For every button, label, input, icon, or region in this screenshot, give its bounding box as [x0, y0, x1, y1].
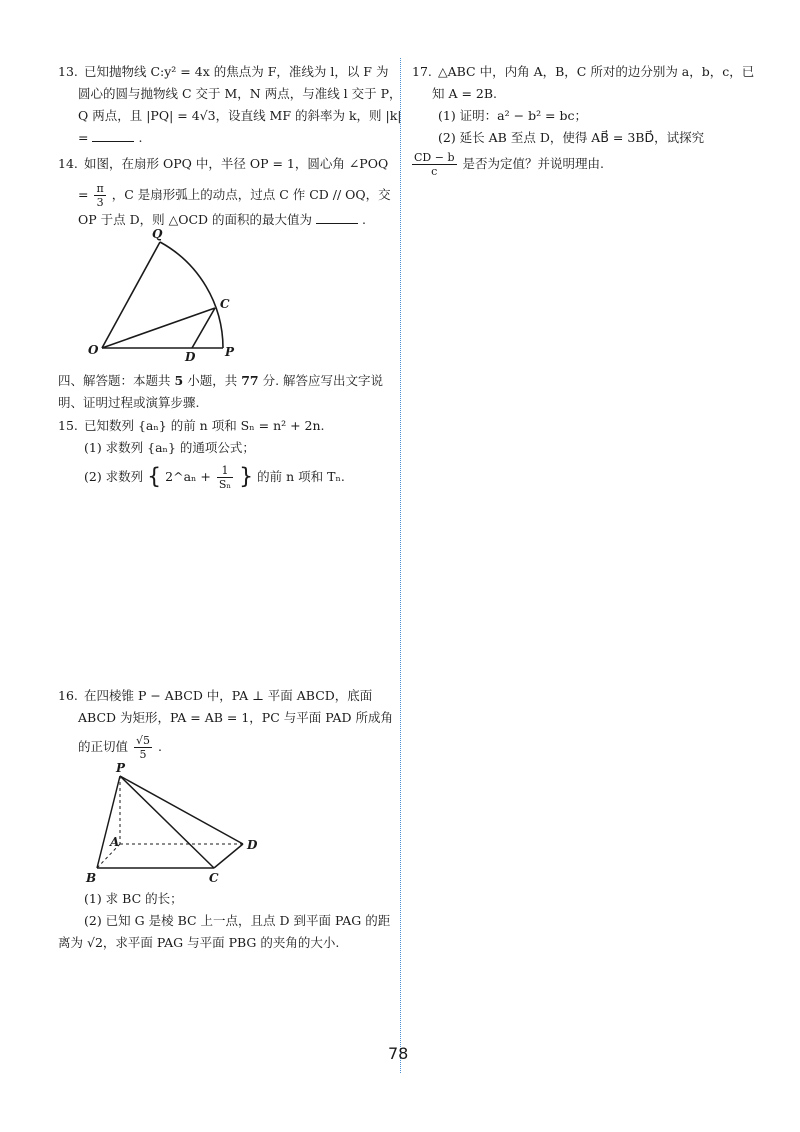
q15-number: 15.	[58, 418, 78, 433]
q13-line-3: Q 两点，且 |PQ| = 4√3，设直线 MF 的斜率为 k，则 |k|	[78, 108, 402, 123]
label-D: D	[185, 350, 196, 363]
q13-line-2: 圆心的圆与抛物线 C 交于 M，N 两点，与准线 l 交于 P，	[78, 86, 402, 101]
section-4-line-1	[58, 371, 383, 391]
q15-term: 2^aₙ +	[165, 469, 211, 484]
label-A: A	[110, 835, 120, 849]
q15-part-2	[84, 462, 345, 493]
fraction-numerator: √5	[136, 734, 151, 747]
fraction-denominator: 3	[96, 196, 104, 209]
answer-blank	[92, 129, 134, 142]
right-brace: }	[239, 464, 254, 490]
q13-number: 13.	[58, 64, 78, 79]
q16-tangent-fraction	[134, 734, 152, 761]
label-D: D	[247, 838, 258, 852]
q14-line-2-text: ，C 是扇形弧上的动点，过点 C 作 CD // OQ，交	[111, 187, 391, 202]
q14-number: 14.	[58, 156, 78, 171]
fraction-numerator: π	[96, 182, 104, 195]
q13-equals: =	[78, 130, 89, 145]
section-4-line-2: 明、证明过程或演算步骤.	[58, 395, 200, 410]
q14-line-2	[78, 180, 391, 210]
edge-PB	[97, 776, 120, 868]
fraction-denominator: c	[431, 165, 438, 178]
section-4-text: 小题，共	[187, 373, 238, 388]
label-B: B	[86, 871, 97, 885]
q16-number: 16.	[58, 688, 78, 703]
pyramid-figure	[80, 758, 270, 888]
q17-part-2: (2) 延长 AB 至点 D，使得 AB⃗ = 3BD⃗，试探究	[438, 130, 705, 145]
fraction-denominator: Sₙ	[218, 478, 232, 491]
q17-line-5	[410, 148, 604, 180]
q14-line-1: 如图，在扇形 OPQ 中，半径 OP = 1，圆心角 ∠POQ	[84, 156, 389, 171]
segment-OQ	[102, 242, 160, 348]
q17-fraction	[412, 151, 457, 178]
fraction-numerator: 1	[217, 464, 233, 478]
question-count: 5	[174, 373, 184, 388]
label-O: O	[88, 343, 99, 357]
q14-line-3-text: OP 于点 D，则 △OCD 的面积的最大值为	[78, 212, 313, 227]
q13-line-1: 已知抛物线 C:y² = 4x 的焦点为 F，准线为 l，以 F 为	[84, 64, 389, 79]
left-brace: {	[147, 464, 162, 490]
segment-OC	[102, 308, 215, 348]
q14-line-3	[78, 210, 366, 230]
segment-CD	[192, 308, 215, 348]
q15-fraction	[217, 464, 233, 491]
q16-part-1: (1) 求 BC 的长；	[84, 891, 183, 906]
edge-PD	[120, 776, 243, 844]
q16-line-1: 在四棱锥 P − ABCD 中，PA ⊥ 平面 ABCD，底面	[84, 688, 373, 703]
edge-CD	[214, 844, 243, 868]
section-4-text: 分. 解答应写出文字说	[262, 373, 384, 388]
q13-line-4	[78, 128, 142, 148]
q17-number: 17.	[412, 64, 432, 79]
q16-part-2-line-1: (2) 已知 G 是棱 BC 上一点，且点 D 到平面 PAG 的距	[84, 913, 391, 928]
fraction-denominator: 5	[139, 748, 147, 761]
label-C: C	[209, 871, 219, 885]
column-divider	[400, 58, 401, 1073]
q17-line-2: 知 A = 2B.	[432, 86, 498, 101]
total-score: 77	[241, 373, 259, 388]
q14-angle-fraction	[94, 182, 105, 209]
q13-period: .	[138, 130, 143, 145]
q17-part-1: (1) 证明：a² − b² = bc；	[438, 108, 587, 123]
q17-line-1: △ABC 中，内角 A，B，C 所对的边分别为 a，b，c，已	[438, 64, 755, 79]
page-number: 78	[388, 1044, 409, 1063]
q15-part-2-suffix: 的前 n 项和 Tₙ.	[257, 469, 345, 484]
fraction-numerator: CD − b	[414, 151, 455, 164]
q16-period: .	[158, 739, 162, 754]
label-Q: Q	[152, 228, 163, 241]
sector-figure	[84, 228, 254, 363]
q16-line-3-text: 的正切值	[78, 739, 129, 754]
label-C: C	[220, 297, 230, 311]
q15-line-1: 已知数列 {aₙ} 的前 n 项和 Sₙ = n² + 2n.	[84, 418, 325, 433]
q14-period: .	[362, 212, 366, 227]
sector-arc	[160, 242, 223, 348]
q15-part-2-text: (2) 求数列	[84, 469, 144, 484]
q16-line-2: ABCD 为矩形，PA = AB = 1，PC 与平面 PAD 所成角	[78, 710, 394, 725]
edge-PC	[120, 776, 214, 868]
section-4-text: 四、解答题：本题共	[58, 373, 171, 388]
q14-equals: =	[78, 187, 89, 202]
label-P: P	[116, 761, 126, 775]
q15-part-1: (1) 求数列 {aₙ} 的通项公式；	[84, 440, 255, 455]
answer-blank	[316, 211, 358, 224]
q17-line-5-text: 是否为定值？并说明理由.	[462, 156, 604, 171]
q16-part-2-line-2: 离为 √2，求平面 PAG 与平面 PBG 的夹角的大小.	[58, 935, 340, 950]
label-P: P	[225, 345, 235, 359]
